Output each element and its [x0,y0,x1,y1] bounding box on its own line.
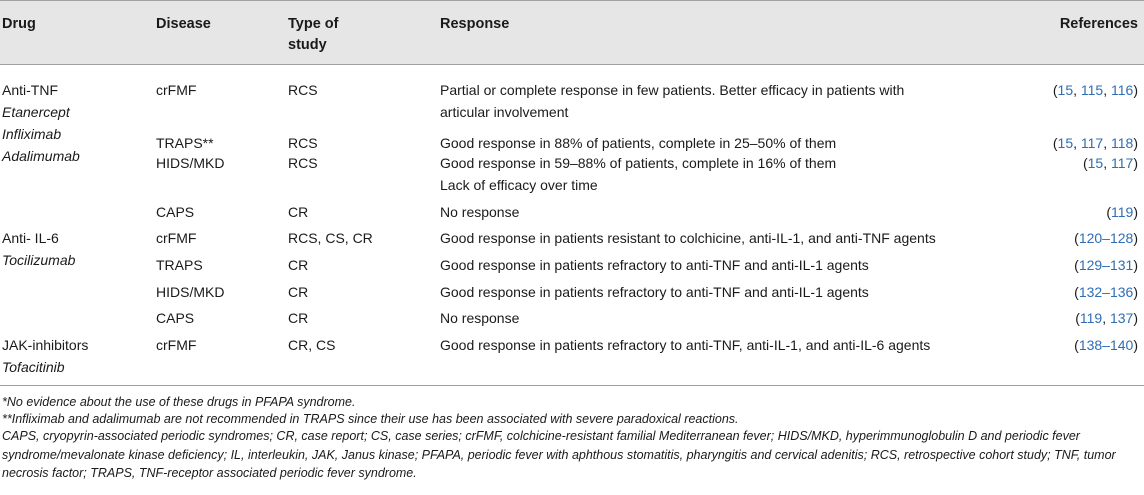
study-cell: CR [288,257,309,273]
disease-cell: CAPS [156,204,195,220]
response-cell: No response [440,310,520,326]
reference-link[interactable]: 116 [1111,82,1134,98]
reference-link[interactable]: 117 [1080,135,1104,151]
drug-agent: Tocilizumab [2,252,76,268]
reference-link[interactable]: 119 [1079,310,1103,326]
reference-link[interactable]: 129–131 [1078,257,1134,273]
drug-group-anti-il6 [2,227,75,271]
footnote-2: **Infliximab and adalimumab are not recommended in TRAPS since their use has been associated with severe paradoxical reactions. [2,412,739,426]
response-cell: Good response in patients refractory to anti-TNF, anti-IL-1, and anti-IL-6 agents [440,337,931,353]
references-cell: (138–140) [1074,337,1138,353]
header-study-line1: Type of [288,16,339,32]
drug-agent: Etanercept [2,104,70,120]
header-type-of-study [288,14,338,56]
header-drug: Drug [2,16,36,32]
disease-cell: crFMF [156,230,197,246]
response-cell: Good response in patients refractory to anti-TNF and anti-IL-1 agents [440,284,869,300]
disease-cell: crFMF [156,82,197,98]
reference-link[interactable]: 15 [1057,135,1074,151]
response-cell [440,152,836,196]
study-cell: CR, CS [288,337,336,353]
disease-cell: HIDS/MKD [156,155,225,171]
response-line: Good response in 59–88% of patients, complete in 16% of them [440,155,837,171]
reference-link[interactable]: 119 [1111,204,1134,220]
abbreviations-note: CAPS, cryopyrin-associated periodic syndromes; CR, case report; CS, case series; crFMF, colchicine-resistant familial Mediterranean fever; HIDS/MKD, hyperimmunoglobulin D and periodic fever syndrome/mevalonate kinase deficiency; IL, interleukin, JAK, Janus kinase; PFAPA, periodic fever with aphthous stomatitis, pharyngitis and cervical adenitis; RCS, retrospective cohort study; TNF, tumor necrosis factor; TRAPS, TNF-receptor associated periodic fever syndrome. [2,429,1116,480]
response-cell [440,79,904,123]
references-cell: (15, 117, 118) [1052,135,1138,151]
reference-link[interactable]: 15 [1087,155,1104,171]
references-cell: (120–128) [1074,230,1138,246]
drug-name: Anti- IL-6 [2,230,59,246]
reference-link[interactable]: 15 [1057,82,1074,98]
header-response: Response [440,16,510,32]
study-cell: RCS [288,135,318,151]
footnote-1: *No evidence about the use of these drugs in PFAPA syndrome. [2,395,356,409]
drug-group-anti-tnf [2,79,80,167]
references-cell: (15, 115, 116) [1052,82,1138,98]
reference-link[interactable]: 118 [1111,135,1134,151]
response-cell: Good response in patients refractory to anti-TNF and anti-IL-1 agents [440,257,869,273]
reference-link[interactable]: 138–140 [1078,337,1134,353]
drug-name: Anti-TNF [2,82,58,98]
response-line: Partial or complete response in few patients. Better efficacy in patients with [440,82,905,98]
reference-link[interactable]: 120–128 [1078,230,1134,246]
study-cell: CR [288,310,309,326]
response-line: articular involvement [440,104,569,120]
header-disease: Disease [156,16,211,32]
reference-link[interactable]: 117 [1111,155,1134,171]
study-cell: CR [288,284,309,300]
disease-cell: crFMF [156,337,197,353]
disease-cell: TRAPS** [156,135,214,151]
drug-agent: Adalimumab [2,148,80,164]
drug-group-jak-inhibitors [2,334,88,378]
drug-agent: Infliximab [2,126,62,142]
reference-link[interactable]: 115 [1080,82,1104,98]
reference-link[interactable]: 137 [1109,310,1134,326]
drug-name: JAK-inhibitors [2,337,89,353]
references-cell: (15, 117) [1082,155,1138,171]
study-cell: RCS [288,82,318,98]
table-bottom-rule [0,385,1144,386]
table-header [0,0,1144,65]
disease-cell: CAPS [156,310,195,326]
references-cell: (132–136) [1074,284,1138,300]
response-cell: Good response in patients resistant to colchicine, anti-IL-1, and anti-TNF agents [440,230,936,246]
references-cell: (119) [1106,204,1138,220]
disease-cell: HIDS/MKD [156,284,225,300]
reference-link[interactable]: 132–136 [1078,284,1134,300]
drug-agent: Tofacitinib [2,359,65,375]
references-cell: (129–131) [1074,257,1138,273]
study-cell: RCS, CS, CR [288,230,373,246]
header-study-line2: study [288,37,327,53]
header-references: References [1059,16,1138,32]
study-cell: RCS [288,155,318,171]
disease-cell: TRAPS [156,257,203,273]
response-cell: No response [440,204,520,220]
response-cell: Good response in 88% of patients, complete in 25–50% of them [440,135,837,151]
response-line: Lack of efficacy over time [440,177,598,193]
references-cell: (119, 137) [1075,310,1138,326]
study-cell: CR [288,204,309,220]
